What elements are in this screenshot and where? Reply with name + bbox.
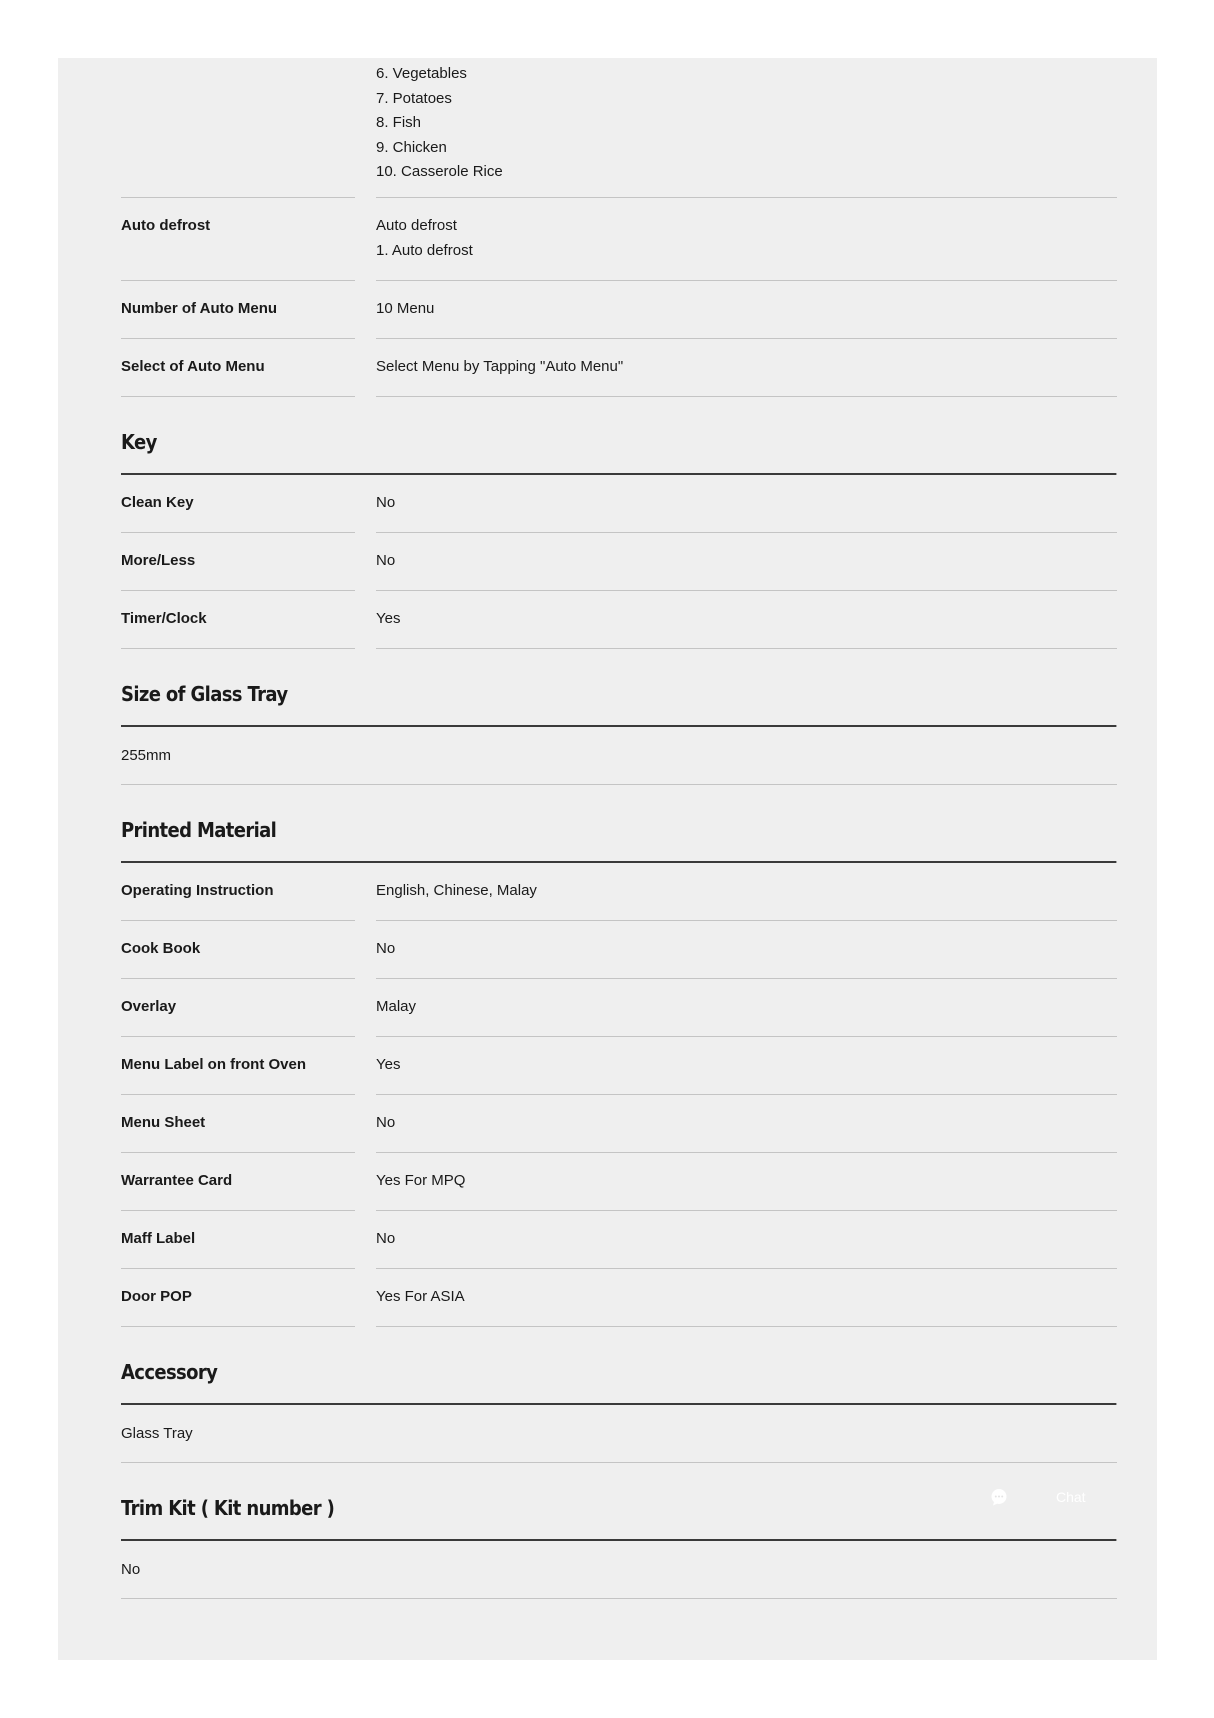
auto-defrost-value: 1. Auto defrost [376,241,473,259]
spec-label: Cook Book [121,921,355,979]
spec-value: 10 Menu [376,281,1117,339]
section-title-glass-tray: Size of Glass Tray [121,649,1116,727]
spec-row-warrantee-card [121,1153,1117,1211]
spec-label: Operating Instruction [121,863,355,921]
spec-label: Maff Label [121,1211,355,1269]
spec-row-select-of-auto-menu [121,339,1117,397]
spec-value: Yes For MPQ [376,1153,1117,1211]
spec-value: Yes [376,591,1117,649]
spec-label: Auto defrost [121,198,355,281]
chat-bubble-icon [990,1488,1008,1506]
spec-row-clean-key [121,475,1117,533]
spec-value: No [376,921,1117,979]
auto-menu-item: 10. Casserole Rice [376,163,503,180]
auto-menu-item: 6. Vegetables [376,65,467,82]
section-title-printed-material: Printed Material [121,785,1116,863]
spec-value: No [376,533,1117,591]
spec-label: Menu Label on front Oven [121,1037,355,1095]
spec-value: Yes For ASIA [376,1269,1117,1327]
spec-value: Select Menu by Tapping "Auto Menu" [376,339,1117,397]
spec-row-more-less [121,533,1117,591]
spec-label: Overlay [121,979,355,1037]
spec-label: Door POP [121,1269,355,1327]
section-title-key: Key [121,397,1116,475]
spec-label: Clean Key [121,475,355,533]
spec-row-maff-label [121,1211,1117,1269]
spec-row-door-pop [121,1269,1117,1327]
accessory-value: Glass Tray [121,1405,1117,1463]
spec-label: Warrantee Card [121,1153,355,1211]
auto-menu-item: 9. Chicken [376,138,447,156]
section-title-accessory: Accessory [121,1327,1116,1405]
spec-label: Menu Sheet [121,1095,355,1153]
spec-row-overlay [121,979,1117,1037]
spec-label: Select of Auto Menu [121,339,355,397]
section-title-trim-kit: Trim Kit ( Kit number ) [121,1463,1116,1541]
glass-tray-size-value: 255mm [121,727,1117,785]
spec-label: Timer/Clock [121,591,355,649]
spec-value: No [376,1211,1117,1269]
spec-value: No [376,1095,1117,1153]
spec-row-auto-defrost [121,198,1117,281]
spec-value: Yes [376,1037,1117,1095]
spec-value: Malay [376,979,1117,1037]
spec-row-cook-book [121,921,1117,979]
spec-row-menu-sheet [121,1095,1117,1153]
spec-value: No [376,475,1117,533]
spec-value [376,58,1117,198]
auto-menu-item: 7. Potatoes [376,89,452,107]
spec-row-timer-clock [121,591,1117,649]
spec-panel [58,58,1157,1660]
spec-value [376,198,1117,281]
spec-row-auto-menu-list [121,58,1117,198]
trim-kit-value: No [121,1541,1117,1599]
spec-content [121,58,1117,1599]
chat-button[interactable] [990,1488,1086,1506]
spec-label: More/Less [121,533,355,591]
spec-row-menu-label-front-oven [121,1037,1117,1095]
spec-label: Number of Auto Menu [121,281,355,339]
chat-label: Chat [1056,1489,1086,1505]
auto-defrost-value: Auto defrost [376,217,457,234]
auto-menu-item: 8. Fish [376,114,422,131]
spec-label [121,58,355,198]
spec-row-number-of-auto-menu [121,281,1117,339]
spec-row-operating-instruction [121,863,1117,921]
spec-value: English, Chinese, Malay [376,863,1117,921]
